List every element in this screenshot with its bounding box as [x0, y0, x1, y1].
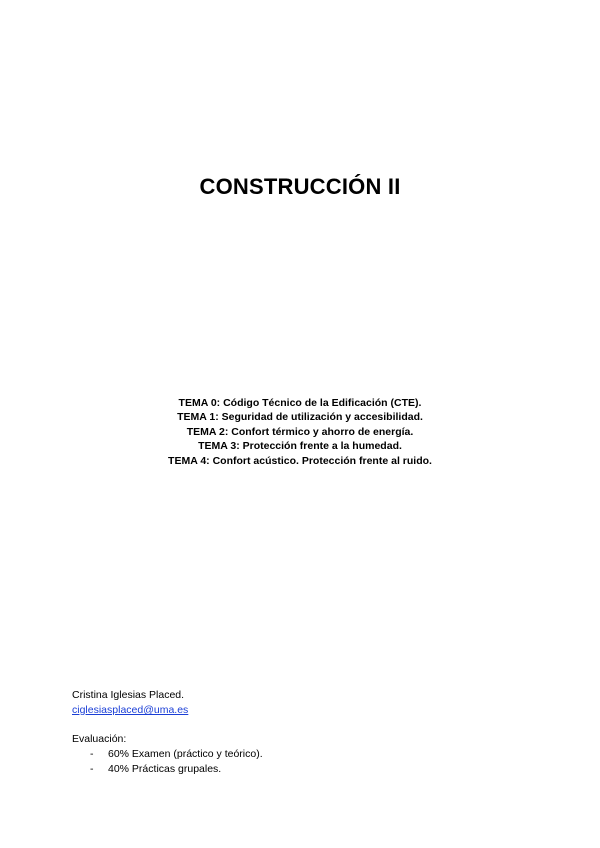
- bullet-dash: -: [90, 763, 94, 775]
- topic-item: TEMA 4: Confort acústico. Protección frente al ruido.: [168, 454, 432, 467]
- author-email-link[interactable]: ciglesiasplaced@uma.es: [72, 704, 189, 716]
- evaluation-item: [72, 747, 263, 762]
- evaluation-item: [72, 762, 263, 777]
- evaluation-item-text: 60% Examen (práctico y teórico).: [108, 748, 263, 760]
- document-title: CONSTRUCCIÓN II: [199, 174, 401, 199]
- evaluation-list: [72, 747, 263, 777]
- bullet-dash: -: [90, 748, 94, 760]
- topic-item: TEMA 1: Seguridad de utilización y accesibilidad.: [177, 411, 423, 424]
- evaluation-heading: Evaluación:: [72, 733, 127, 745]
- author-name: Cristina Iglesias Placed.: [72, 689, 185, 701]
- topic-item: TEMA 3: Protección frente a la humedad.: [198, 440, 402, 453]
- evaluation-item-text: 40% Prácticas grupales.: [108, 763, 222, 775]
- document-footer: [72, 688, 263, 777]
- topic-item: TEMA 2: Confort térmico y ahorro de energía.: [186, 425, 414, 438]
- spacer: [72, 718, 263, 732]
- topic-item: TEMA 0: Código Técnico de la Edificación (CTE).: [178, 397, 422, 409]
- topics-list: [0, 396, 600, 468]
